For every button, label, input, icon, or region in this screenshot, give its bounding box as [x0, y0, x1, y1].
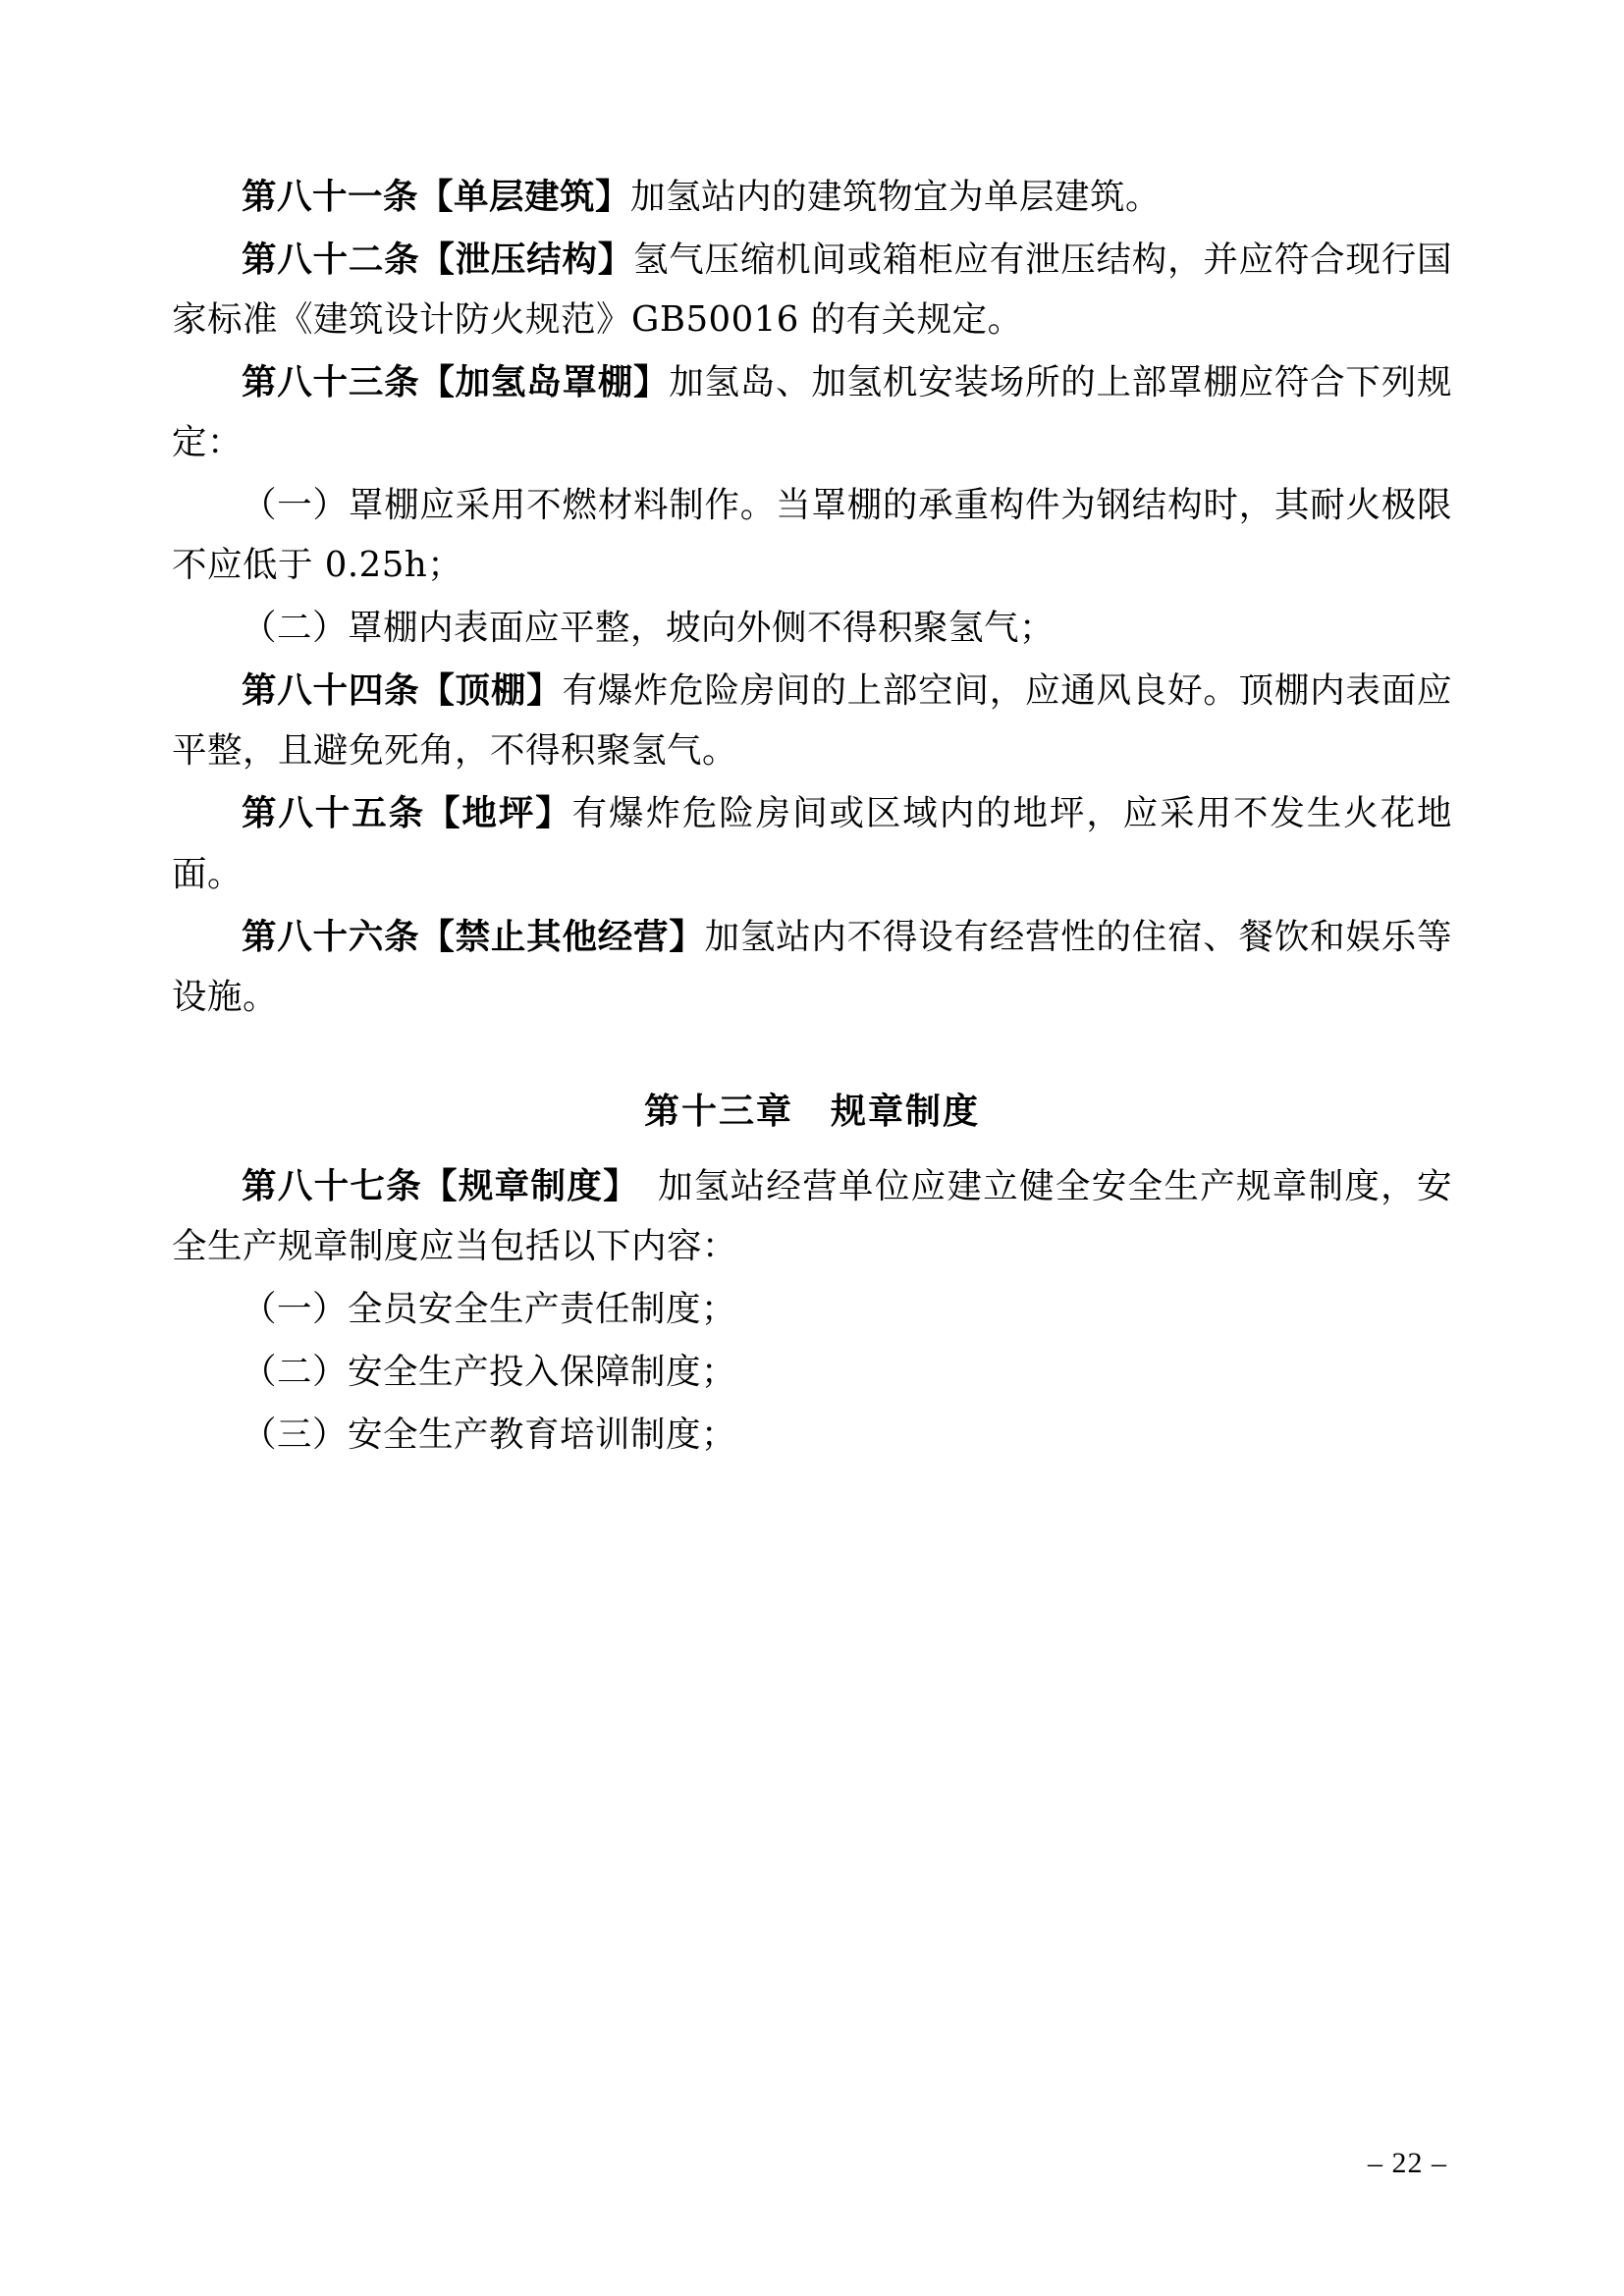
- paragraph-article-81: [172, 167, 1452, 227]
- article-text: 有爆炸危险房间的上部空间，应通风良好。顶棚内表面应平整，且避免死角，不得积聚氢气。: [172, 670, 1452, 772]
- paragraph-article-82: [172, 230, 1452, 349]
- article-text: 氢气压缩机间或箱柜应有泄压结构，并应符合现行国家标准《建筑设计防火规范》GB50016 的有关规定。: [172, 240, 1452, 341]
- article-lead: 第八十一条【单层建筑】: [242, 177, 631, 217]
- article-text: 有爆炸危险房间或区域内的地坪，应采用不发生火花地面。: [172, 793, 1452, 894]
- article-text: （一）罩棚应采用不燃材料制作。当罩棚的承重构件为钢结构时，其耐火极限不应低于 0.25h；: [172, 485, 1452, 586]
- paragraph-article-84: [172, 661, 1452, 780]
- paragraph-article-83-item-2: [172, 598, 1452, 658]
- article-text: 加氢岛、加氢机安装场所的上部罩棚应符合下列规定：: [172, 362, 1452, 463]
- article-text: （二）安全生产投入保障制度；: [242, 1351, 737, 1392]
- article-text: （二）罩棚内表面应平整，坡向外侧不得积聚氢气；: [242, 608, 1056, 649]
- paragraph-article-83: [172, 352, 1452, 472]
- article-text: 加氢站内不得设有经营性的住宿、餐饮和娱乐等设施。: [172, 916, 1452, 1017]
- page-number: – 22 –: [1368, 2147, 1447, 2179]
- article-text: 加氢站内的建筑物宜为单层建筑。: [630, 177, 1162, 217]
- article-lead: 第八十三条【加氢岛罩棚】: [242, 362, 670, 403]
- paragraph-article-87-item-1: [172, 1279, 1452, 1339]
- paragraph-article-87: [172, 1156, 1452, 1276]
- article-lead: 第八十七条【规章制度】: [242, 1165, 623, 1206]
- article-lead: 第八十四条【顶棚】: [242, 670, 563, 712]
- paragraph-article-86: [172, 907, 1452, 1027]
- paragraph-article-87-item-2: [172, 1342, 1452, 1402]
- paragraph-article-87-item-3: [172, 1405, 1452, 1465]
- document-body: [172, 167, 1452, 1465]
- article-text: 加氢站经营单位应建立健全安全生产规章制度，安全生产规章制度应当包括以下内容：: [172, 1165, 1452, 1266]
- article-lead: 第八十五条【地坪】: [242, 793, 572, 834]
- chapter-heading: 第十三章 规章制度: [643, 1090, 980, 1132]
- article-lead: 第八十六条【禁止其他经营】: [242, 916, 705, 957]
- paragraph-article-85: [172, 783, 1452, 903]
- article-text: （三）安全生产教育培训制度；: [242, 1414, 737, 1455]
- article-lead: 第八十二条【泄压结构】: [242, 240, 633, 281]
- paragraph-article-83-item-1: [172, 475, 1452, 595]
- article-text: （一）全员安全生产责任制度；: [242, 1288, 737, 1329]
